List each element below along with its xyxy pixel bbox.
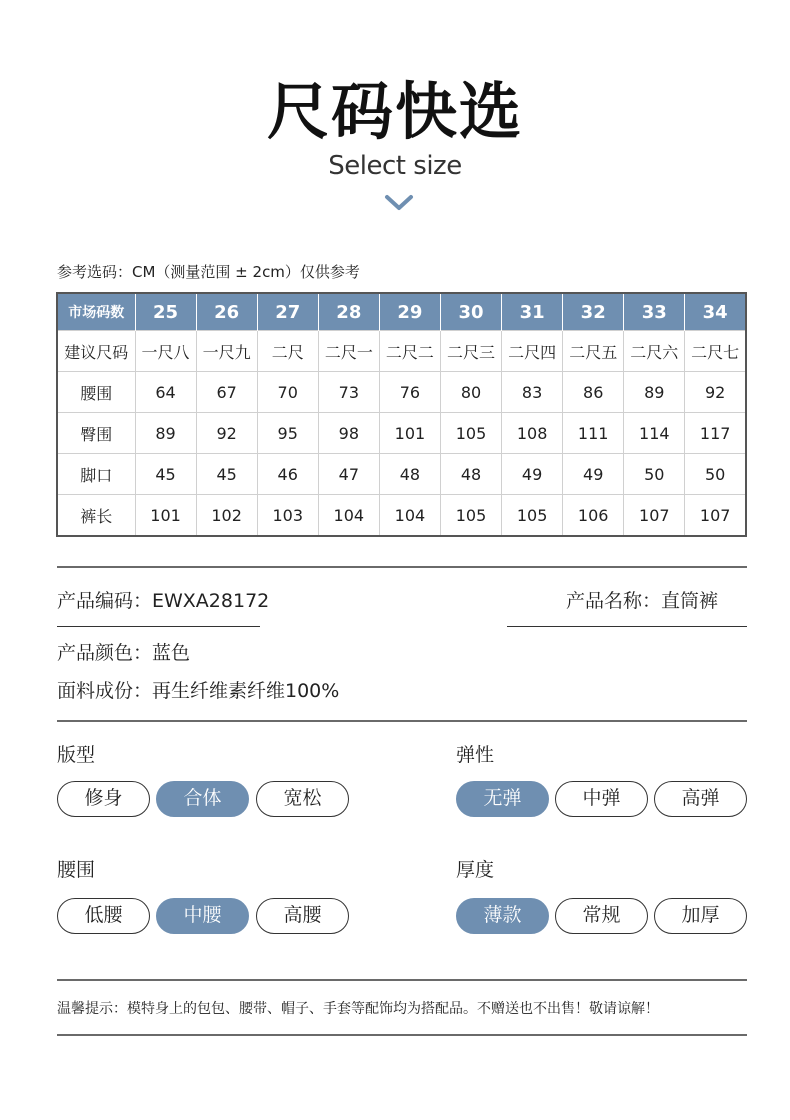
table-cell: 102 bbox=[196, 495, 257, 537]
table-cell: 104 bbox=[318, 495, 379, 537]
table-cell: 86 bbox=[563, 372, 624, 413]
table-cell: 一尺九 bbox=[196, 331, 257, 372]
waist-option-low[interactable]: 低腰 bbox=[57, 898, 150, 934]
divider bbox=[57, 1034, 747, 1036]
table-cell: 101 bbox=[379, 413, 440, 454]
product-code: 产品编码：EWXA28172 bbox=[57, 590, 270, 612]
size-header-cell: 33 bbox=[624, 293, 685, 331]
size-header-row bbox=[57, 293, 746, 331]
table-cell: 48 bbox=[440, 454, 501, 495]
measurement-note: 参考选码：CM（测量范围 ± 2cm）仅供参考 bbox=[57, 263, 360, 281]
divider bbox=[57, 979, 747, 981]
table-cell: 95 bbox=[257, 413, 318, 454]
table-cell: 二尺四 bbox=[502, 331, 563, 372]
size-header-cell: 30 bbox=[440, 293, 501, 331]
table-cell: 47 bbox=[318, 454, 379, 495]
footer-tip: 温馨提示：模特身上的包包、腰带、帽子、手套等配饰均为搭配品。不赠送也不出售！敬请谅解！ bbox=[57, 1001, 659, 1017]
elasticity-option-high[interactable]: 高弹 bbox=[654, 781, 747, 817]
chevron-down-icon bbox=[384, 193, 414, 213]
size-header-cell: 29 bbox=[379, 293, 440, 331]
divider bbox=[57, 626, 260, 627]
table-cell: 108 bbox=[502, 413, 563, 454]
table-cell: 92 bbox=[685, 372, 746, 413]
fit-label: 版型 bbox=[57, 744, 96, 766]
table-cell: 46 bbox=[257, 454, 318, 495]
thickness-label: 厚度 bbox=[456, 859, 495, 881]
size-header-cell: 27 bbox=[257, 293, 318, 331]
table-cell: 117 bbox=[685, 413, 746, 454]
table-cell: 48 bbox=[379, 454, 440, 495]
table-cell: 二尺一 bbox=[318, 331, 379, 372]
size-header-cell: 28 bbox=[318, 293, 379, 331]
row-label: 臀围 bbox=[57, 413, 135, 454]
fit-option-regular[interactable]: 合体 bbox=[156, 781, 249, 817]
elasticity-option-medium[interactable]: 中弹 bbox=[555, 781, 648, 817]
table-row bbox=[57, 372, 746, 413]
table-cell: 114 bbox=[624, 413, 685, 454]
table-cell: 107 bbox=[685, 495, 746, 537]
divider bbox=[57, 566, 747, 568]
product-fabric: 面料成份：再生纤维素纤维100% bbox=[57, 680, 340, 702]
table-cell: 92 bbox=[196, 413, 257, 454]
table-row bbox=[57, 331, 746, 372]
table-row bbox=[57, 454, 746, 495]
table-cell: 105 bbox=[440, 413, 501, 454]
size-header-cell: 25 bbox=[135, 293, 196, 331]
table-cell: 45 bbox=[135, 454, 196, 495]
size-header-corner: 市场码数 bbox=[57, 293, 135, 331]
table-cell: 50 bbox=[685, 454, 746, 495]
table-cell: 45 bbox=[196, 454, 257, 495]
table-cell: 64 bbox=[135, 372, 196, 413]
table-cell: 83 bbox=[502, 372, 563, 413]
row-label: 脚口 bbox=[57, 454, 135, 495]
table-cell: 98 bbox=[318, 413, 379, 454]
table-cell: 111 bbox=[563, 413, 624, 454]
table-cell: 二尺二 bbox=[379, 331, 440, 372]
table-cell: 76 bbox=[379, 372, 440, 413]
table-cell: 105 bbox=[440, 495, 501, 537]
page-subtitle: Select size bbox=[328, 151, 462, 181]
table-cell: 二尺六 bbox=[624, 331, 685, 372]
size-table bbox=[56, 292, 747, 537]
thickness-option-regular[interactable]: 常规 bbox=[555, 898, 648, 934]
waist-option-mid[interactable]: 中腰 bbox=[156, 898, 249, 934]
table-cell: 二尺五 bbox=[563, 331, 624, 372]
page-title: 尺码快选 bbox=[266, 75, 523, 148]
elasticity-option-none[interactable]: 无弹 bbox=[456, 781, 549, 817]
table-cell: 73 bbox=[318, 372, 379, 413]
row-label: 腰围 bbox=[57, 372, 135, 413]
row-label: 裤长 bbox=[57, 495, 135, 537]
divider bbox=[507, 626, 747, 627]
size-header-cell: 31 bbox=[502, 293, 563, 331]
thickness-option-thick[interactable]: 加厚 bbox=[654, 898, 747, 934]
table-cell: 一尺八 bbox=[135, 331, 196, 372]
table-cell: 89 bbox=[135, 413, 196, 454]
table-cell: 104 bbox=[379, 495, 440, 537]
table-cell: 101 bbox=[135, 495, 196, 537]
table-row bbox=[57, 495, 746, 537]
waist-label: 腰围 bbox=[57, 859, 96, 881]
waist-option-high[interactable]: 高腰 bbox=[256, 898, 349, 934]
table-cell: 49 bbox=[502, 454, 563, 495]
table-cell: 103 bbox=[257, 495, 318, 537]
table-cell: 70 bbox=[257, 372, 318, 413]
table-cell: 106 bbox=[563, 495, 624, 537]
size-header-cell: 32 bbox=[563, 293, 624, 331]
table-cell: 二尺 bbox=[257, 331, 318, 372]
row-label: 建议尺码 bbox=[57, 331, 135, 372]
table-cell: 80 bbox=[440, 372, 501, 413]
table-row bbox=[57, 413, 746, 454]
elasticity-label: 弹性 bbox=[456, 744, 495, 766]
table-cell: 105 bbox=[502, 495, 563, 537]
size-header-cell: 34 bbox=[685, 293, 746, 331]
product-name: 产品名称：直筒裤 bbox=[566, 590, 719, 612]
divider bbox=[57, 720, 747, 722]
table-cell: 49 bbox=[563, 454, 624, 495]
table-cell: 二尺七 bbox=[685, 331, 746, 372]
size-header-cell: 26 bbox=[196, 293, 257, 331]
table-cell: 67 bbox=[196, 372, 257, 413]
table-cell: 107 bbox=[624, 495, 685, 537]
fit-option-slim[interactable]: 修身 bbox=[57, 781, 150, 817]
product-color: 产品颜色：蓝色 bbox=[57, 642, 191, 664]
fit-option-loose[interactable]: 宽松 bbox=[256, 781, 349, 817]
thickness-option-thin[interactable]: 薄款 bbox=[456, 898, 549, 934]
table-cell: 89 bbox=[624, 372, 685, 413]
table-cell: 二尺三 bbox=[440, 331, 501, 372]
table-cell: 50 bbox=[624, 454, 685, 495]
